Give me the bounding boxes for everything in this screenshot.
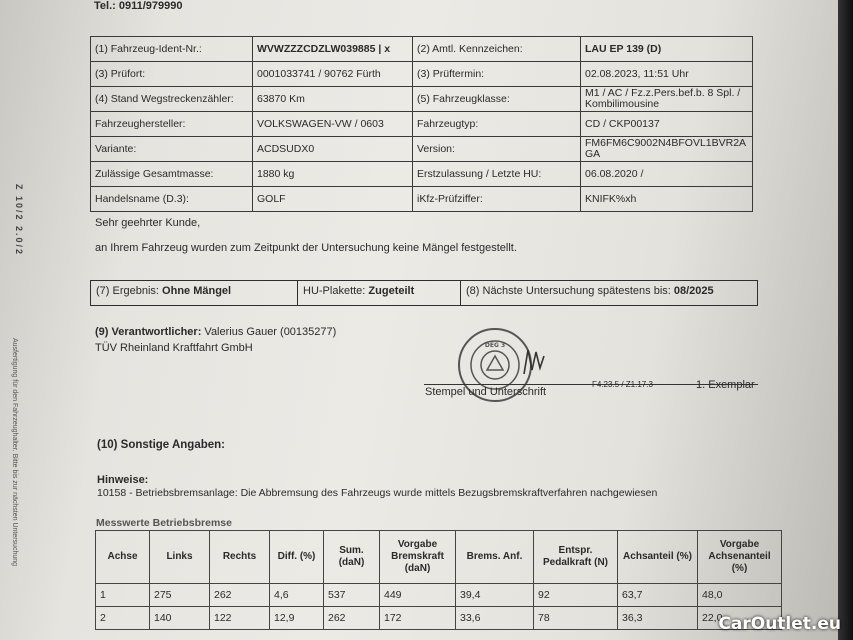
other-info-title: (10) Sonstige Angaben: <box>97 439 225 451</box>
brake-column-header: Vorgabe Achsenanteil (%) <box>698 531 782 584</box>
side-note: Ausfertigung für den Fahrzeughalter. Bitte bis zur nächsten Untersuchung <box>11 338 18 567</box>
result-ergebnis: (7) Ergebnis: Ohne Mängel <box>91 281 298 305</box>
field-value: 63870 Km <box>253 87 413 112</box>
brake-cell: 63,7 <box>618 584 698 607</box>
brake-cell: 140 <box>150 607 210 630</box>
brake-cell: 39,4 <box>456 584 534 607</box>
vehicle-info-row <box>91 137 753 162</box>
brake-cell: 1 <box>96 584 150 607</box>
field-label: Fahrzeugtyp: <box>413 112 581 137</box>
vehicle-info-row <box>91 162 753 187</box>
brake-cell: 449 <box>380 584 456 607</box>
field-label: iKfz-Prüfziffer: <box>413 187 581 212</box>
field-value: VOLKSWAGEN-VW / 0603 <box>253 112 413 137</box>
phone-number: Tel.: 0911/979990 <box>94 0 183 12</box>
field-label: (1) Fahrzeug-Ident-Nr.: <box>91 37 253 62</box>
field-value: 02.08.2023, 11:51 Uhr <box>581 62 753 87</box>
brake-column-header: Sum. (daN) <box>324 531 380 584</box>
field-label: (2) Amtl. Kennzeichen: <box>413 37 581 62</box>
field-value: 06.08.2020 / <box>581 162 753 187</box>
field-value: KNIFK%xh <box>581 187 753 212</box>
stamp-number: DEG 3 <box>484 342 506 349</box>
field-value: 1880 kg <box>253 162 413 187</box>
brake-column-header: Achse <box>96 531 150 584</box>
brake-column-header: Entspr. Pedalkraft (N) <box>534 531 618 584</box>
field-label: (3) Prüftermin: <box>413 62 581 87</box>
field-label: Erstzulassung / Letzte HU: <box>413 162 581 187</box>
result-next-inspection: (8) Nächste Untersuchung spätestens bis: 08/2025 <box>466 285 714 297</box>
vehicle-info-row <box>91 37 753 62</box>
side-code: Z 10/2 2.0/2 <box>14 184 24 257</box>
brake-column-header: Diff. (%) <box>270 531 324 584</box>
brake-cell: 122 <box>210 607 270 630</box>
field-label: (3) Prüfort: <box>91 62 253 87</box>
vehicle-info-table <box>90 36 753 212</box>
brake-cell: 262 <box>210 584 270 607</box>
hinweise-label: Hinweise: <box>97 474 149 486</box>
brake-cell: 22,0 <box>698 607 782 630</box>
field-label: Handelsname (D.3): <box>91 187 253 212</box>
form-code: F4.23.5 / Z1.17.3 <box>592 380 653 389</box>
brake-column-header: Links <box>150 531 210 584</box>
brake-cell: 537 <box>324 584 380 607</box>
brake-cell: 172 <box>380 607 456 630</box>
brake-cell: 92 <box>534 584 618 607</box>
field-label: Variante: <box>91 137 253 162</box>
signature-icon <box>520 346 548 376</box>
field-value: LAU EP 139 (D) <box>581 37 753 62</box>
field-value: WVWZZZCDZLW039885 | x <box>253 37 413 62</box>
field-label: Version: <box>413 137 581 162</box>
brake-table <box>95 530 782 630</box>
brake-cell: 275 <box>150 584 210 607</box>
brake-cell: 4,6 <box>270 584 324 607</box>
brake-column-header: Vorgabe Bremskraft (daN) <box>380 531 456 584</box>
field-value: FM6FM6C9002N4BFOVL1BVR2AGA <box>581 137 753 162</box>
brake-cell: 36,3 <box>618 607 698 630</box>
brake-column-header: Rechts <box>210 531 270 584</box>
field-value: GOLF <box>253 187 413 212</box>
brake-row <box>96 607 782 630</box>
result-box <box>90 280 758 306</box>
copy-label: 1. Exemplar <box>696 379 755 391</box>
brake-cell: 12,9 <box>270 607 324 630</box>
brake-cell: 78 <box>534 607 618 630</box>
greeting: Sehr geehrter Kunde, <box>95 217 201 229</box>
vehicle-info-row <box>91 112 753 137</box>
page-edge-shadow <box>838 0 853 640</box>
vehicle-info-row <box>91 187 753 212</box>
field-label: (4) Stand Wegstreckenzähler: <box>91 87 253 112</box>
vehicle-info-row <box>91 87 753 112</box>
field-value: CD / CKP00137 <box>581 112 753 137</box>
hinweise-text: 10158 - Betriebsbremsanlage: Die Abbremsung des Fahrzeugs wurde mittels Bezugsbremskraftverfahren nachgewiesen <box>97 487 658 499</box>
brake-table-title: Messwerte Betriebsbremse <box>96 517 232 529</box>
watermark-logo: CarOutlet.eu <box>718 614 841 634</box>
field-value: ACDSUDX0 <box>253 137 413 162</box>
responsible-org: TÜV Rheinland Kraftfahrt GmbH <box>95 342 253 354</box>
brake-cell: 33,6 <box>456 607 534 630</box>
brake-cell: 2 <box>96 607 150 630</box>
result-plakette: HU-Plakette: Zugeteilt <box>298 281 461 305</box>
signature-caption: Stempel und Unterschrift <box>425 386 547 398</box>
field-value: M1 / AC / Fz.z.Pers.bef.b. 8 Spl. / Kombilimousine <box>581 87 753 112</box>
field-label: (5) Fahrzeugklasse: <box>413 87 581 112</box>
field-label: Fahrzeughersteller: <box>91 112 253 137</box>
responsible-line: (9) Verantwortlicher: Valerius Gauer (00135277) <box>95 326 337 338</box>
brake-cell: 262 <box>324 607 380 630</box>
brake-column-header: Brems. Anf. <box>456 531 534 584</box>
brake-cell: 48,0 <box>698 584 782 607</box>
brake-row <box>96 584 782 607</box>
vehicle-info-row <box>91 62 753 87</box>
brake-column-header: Achsanteil (%) <box>618 531 698 584</box>
field-value: 0001033741 / 90762 Fürth <box>253 62 413 87</box>
field-label: Zulässige Gesamtmasse: <box>91 162 253 187</box>
inspection-message: an Ihrem Fahrzeug wurden zum Zeitpunkt der Untersuchung keine Mängel festgestellt. <box>95 242 517 254</box>
